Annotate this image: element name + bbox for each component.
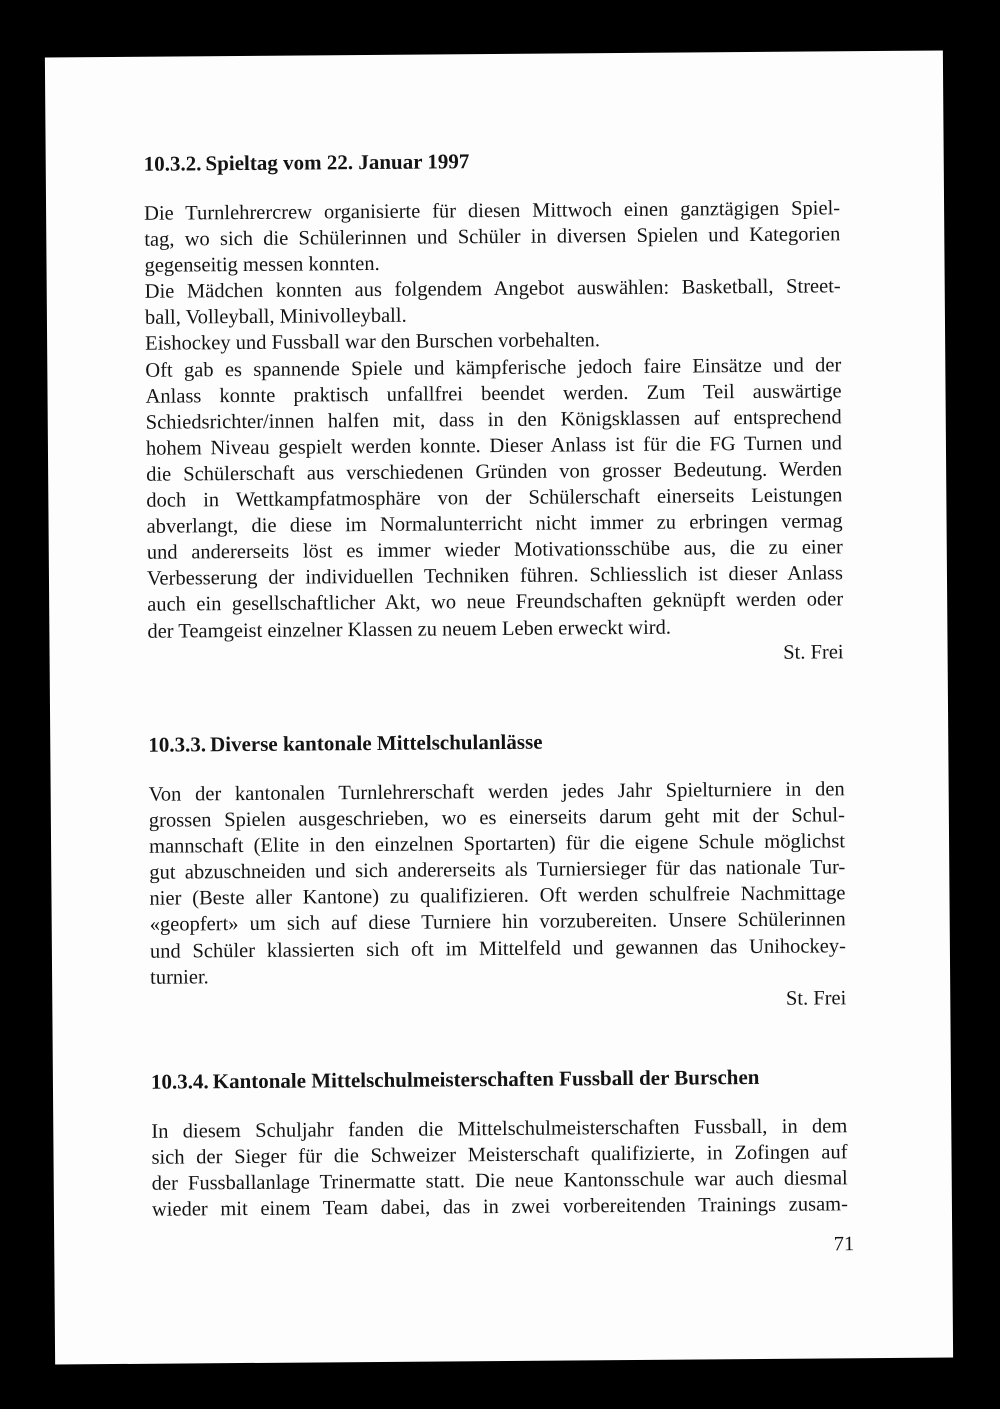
section-heading — [151, 1063, 847, 1094]
text-line: tag, wo sich die Schülerinnen und Schüler in diversen Spielen und Kategorien — [144, 223, 841, 251]
section-heading — [148, 726, 844, 757]
section-number: 10.3.3. — [148, 732, 207, 757]
section-spieltag — [143, 145, 844, 664]
text-line: der Fussballanlage Trinermatte statt. Die neue Kantonsschule war auch diesmal — [151, 1167, 848, 1195]
text-line: auch ein gesellschaftlicher Akt, wo neue Freundschaften geknüpft werden oder — [147, 588, 844, 617]
section-title: Spieltag vom 22. Januar 1997 — [205, 149, 470, 176]
text-line: Anlass konnte praktisch unfallfrei beendet werden. Zum Teil auswärtige — [145, 379, 842, 408]
section-number: 10.3.4. — [150, 1069, 209, 1094]
text-line: ball, Volleyball, Minivolleyball. — [144, 305, 407, 330]
text-line: In diesem Schuljahr fanden die Mittelschulmeisterschaften Fussball, in dem — [151, 1115, 848, 1143]
text-line: wieder mit einem Team dabei, das in zwei vorbereitenden Trainings zusam- — [151, 1193, 849, 1222]
section-heading — [144, 145, 840, 176]
text-line: turnier. — [150, 965, 209, 989]
text-line: und Schüler klassierten sich oft im Mittelfeld und gewannen das Unihockey- — [149, 934, 846, 963]
section-mittelschulanlaesse — [148, 726, 847, 1010]
text-line: Oft gab es spannende Spiele und kämpferische jedoch faire Einsätze und der — [145, 353, 842, 382]
text-line: mannschaft (Elite in den einzelnen Sportarten) für die eigene Schule möglichst — [148, 830, 846, 858]
text-line: hohem Niveau gespielt werden konnte. Dieser Anlass ist für die FG Turnen und — [145, 432, 843, 460]
text-line: Schiedsrichter/innen halfen mit, dass in den Königsklassen auf entsprechend — [145, 406, 842, 434]
text-line: Die Mädchen konnten aus folgendem Angebot auswählen: Basketball, Street- — [144, 275, 841, 304]
text-line: grossen Spielen ausgeschrieben, wo es einerseits darum geht mit der Schul- — [148, 804, 845, 832]
text-line: der Teamgeist einzelner Klassen zu neuem Leben erweckt wird. — [147, 616, 672, 643]
text-line: Von der kantonalen Turnlehrerschaft werden jedes Jahr Spielturniere in den — [148, 778, 845, 806]
text-line: nier (Beste aller Kantone) zu qualifizieren. Oft werden schulfreie Nachmittage — [149, 882, 846, 911]
text-line: gegenseitig messen konnten. — [144, 253, 380, 277]
page-number: 71 — [833, 1233, 855, 1256]
document-page — [45, 50, 953, 1364]
text-line: sich der Sieger für die Schweizer Meisterschaft qualifizierte, in Zofingen auf — [151, 1141, 848, 1169]
text-line: und andererseits löst es immer wieder Motivationsschübe aus, die zu einer — [146, 536, 843, 564]
section-body — [149, 776, 847, 1016]
text-line: abverlangt, die diese im Normalunterricht nicht immer zu erbringen vermag — [146, 510, 843, 538]
section-body — [144, 195, 844, 670]
section-title: Kantonale Mittelschulmeisterschaften Fussball der Burschen — [212, 1064, 760, 1094]
text-line: doch in Wettkampfatmosphäre von der Schülerschaft einerseits Leistungen — [146, 484, 843, 512]
author-signature: St. Frei — [785, 987, 847, 1010]
text-line: Eishockey und Fussball war den Burschen vorbehalten. — [145, 329, 601, 356]
section-number: 10.3.2. — [143, 151, 202, 176]
section-body — [151, 1113, 848, 1223]
text-line: «geopfert» um sich auf diese Turniere hin vorzubereiten. Unsere Schülerinnen — [149, 908, 846, 937]
text-line: Verbesserung der individuellen Techniken führen. Schliesslich ist dieser Anlass — [146, 562, 844, 591]
text-line: die Schülerschaft aus verschiedenen Gründen von grosser Bedeutung. Werden — [146, 458, 843, 486]
text-line: Die Turnlehrercrew organisierte für diesen Mittwoch einen ganztägigen Spiel- — [144, 197, 841, 225]
author-signature: St. Frei — [783, 640, 844, 664]
section-fussball-burschen — [150, 1063, 849, 1222]
text-line: gut abzuschneiden und sich andererseits als Turniersieger für das nationale Tur- — [149, 856, 846, 885]
section-title: Diverse kantonale Mittelschulanlässe — [209, 729, 543, 757]
